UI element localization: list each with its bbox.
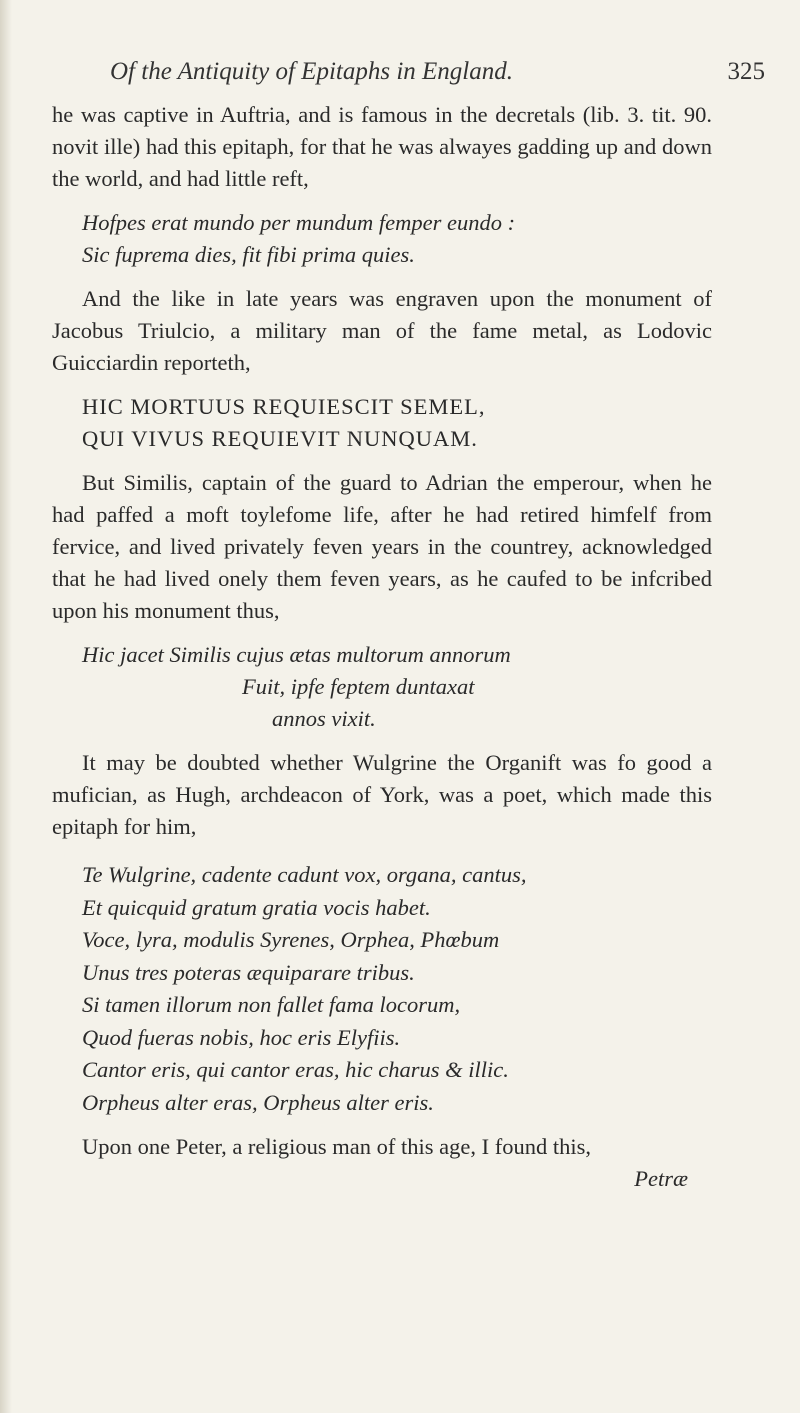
paragraph-2: And the like in late years was engraven upon the monument of Jacobus Triulcio, a military man of the fame metal, as Lodovic Guicciardin reporteth, xyxy=(52,286,712,375)
verse-line: annos vixit. xyxy=(272,706,376,731)
verse-line: Quod fueras nobis, hoc eris Elyfiis. xyxy=(82,1024,401,1050)
epitaph-wulgrine xyxy=(52,859,712,1119)
header-title: Of the Antiquity of Epitaphs in England. xyxy=(110,58,513,85)
paragraph-3: But Similis, captain of the guard to Adrian the emperour, when he had paffed a moft toylefome life, after he had retired himfelf from fervice, and lived privately feven years in the countrey, acknowledged that he had lived onely them feven years, as he caufed to be infcribed upon his monument thus, xyxy=(52,470,712,623)
caps-line: QUI VIVUS REQUIEVIT NUNQUAM. xyxy=(82,426,478,451)
page-body xyxy=(52,99,712,1195)
paragraph-1: he was captive in Auftria, and is famous in the decretals (lib. 3. tit. 90. novit ille) had this epitaph, for that he was alwayes gadding up and down the world, and had little reft, xyxy=(52,102,712,191)
verse-line: Hic jacet Similis cujus ætas multorum annorum xyxy=(82,642,511,667)
verse-line: Orpheus alter eras, Orpheus alter eris. xyxy=(82,1089,434,1115)
epitaph-similis xyxy=(52,639,712,735)
verse-line: Hofpes erat mundo per mundum femper eundo : xyxy=(82,210,516,235)
page-number: 325 xyxy=(727,58,765,85)
caps-line: HIC MORTUUS REQUIESCIT SEMEL, xyxy=(82,394,486,419)
epitaph-triulcio xyxy=(52,391,712,455)
verse-line: Fuit, ipfe feptem duntaxat xyxy=(242,674,475,699)
verse-line: Voce, lyra, modulis Syrenes, Orphea, Phœbum xyxy=(82,927,500,952)
running-header xyxy=(110,58,765,86)
paragraph-4: It may be doubted whether Wulgrine the Organift was fo good a mufician, as Hugh, archdeacon of York, was a poet, which made this epitaph for him, xyxy=(52,750,712,839)
verse-line: Si tamen illorum non fallet fama locorum, xyxy=(82,992,461,1017)
epitaph-hofpes xyxy=(52,207,712,271)
page-edge-shadow xyxy=(0,0,12,1413)
paragraph-5: Upon one Peter, a religious man of this age, I found this, xyxy=(82,1134,591,1159)
verse-line: Sic fuprema dies, fit fibi prima quies. xyxy=(82,242,415,267)
verse-line: Unus tres poteras æquiparare tribus. xyxy=(82,959,415,985)
catchword: Petræ xyxy=(634,1166,688,1191)
verse-line: Cantor eris, qui cantor eras, hic charus & illic. xyxy=(82,1057,509,1082)
verse-line: Et quicquid gratum gratia vocis habet. xyxy=(82,894,431,920)
verse-line: Te Wulgrine, cadente cadunt vox, organa, cantus, xyxy=(82,862,527,887)
